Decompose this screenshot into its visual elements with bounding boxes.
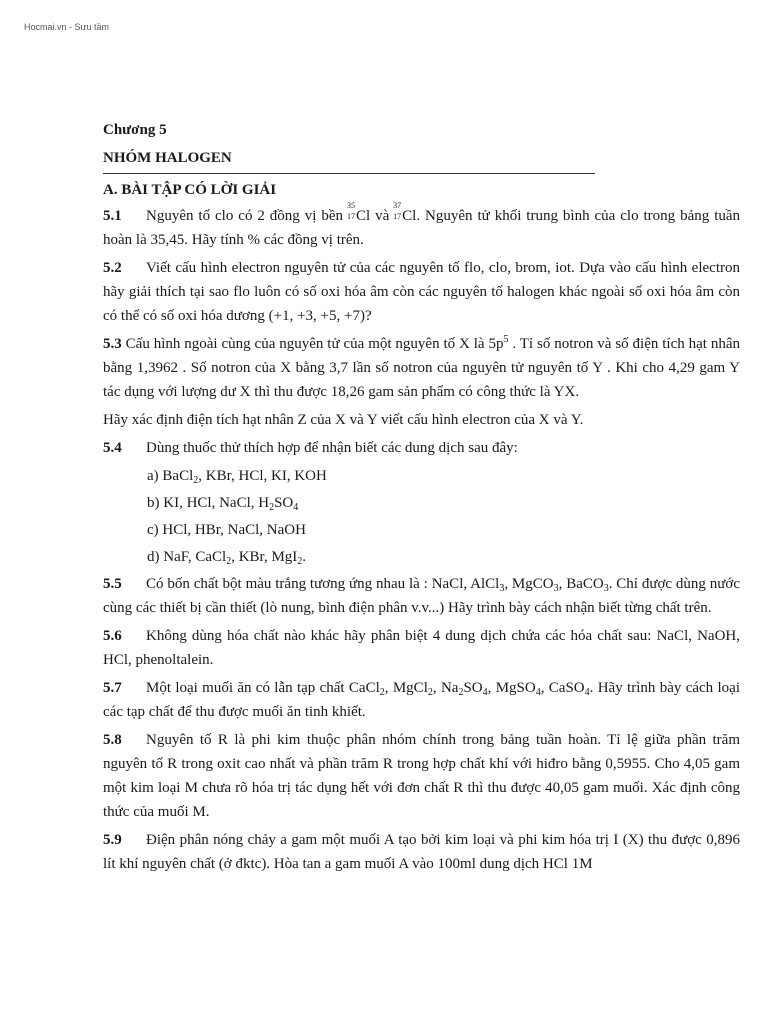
exercise-number: 5.6 [103, 628, 122, 644]
section-title: A. BÀI TẬP CÓ LỜI GIẢI [103, 182, 277, 198]
exercise-text: Không dùng hóa chất nào khác hãy phân biệt 4 dung dịch chứa các hóa chất sau: NaCl, NaOH, HCl, phenoltalein. [103, 628, 740, 668]
exercise-number: 5.1 [103, 208, 122, 224]
exercise-5-8 [103, 728, 740, 824]
exercise-text: Viết cấu hình electron nguyên tử của các nguyên tố flo, clo, brom, iot. Dựa vào cấu hình electron hãy giải thích tại sao flo luôn có số oxi hóa âm còn các nguyên tố halogen khác ngoài số oxi hóa âm còn có thể có số oxi hóa dương (+1, +3, +5, +7)? [103, 260, 740, 324]
exercise-number: 5.3 [103, 336, 122, 352]
chapter-title: NHÓM HALOGEN [103, 146, 595, 174]
option-c: c) HCl, HBr, NaCl, NaOH [147, 522, 306, 538]
exercise-text: Dùng thuốc thử thích hợp để nhận biết các dung dịch sau đây: [146, 440, 518, 456]
exercise-5-6 [103, 624, 740, 672]
exercise-text: Điện phân nóng chảy a gam một muối A tạo bởi kim loại và phi kim hóa trị I (X) thu được 0,896 lít khí nguyên chất (ở đktc). Hòa tan a gam muối A vào 100ml dung dịch HCl 1M [103, 832, 740, 872]
exercise-5-4 [103, 436, 740, 460]
exercise-number: 5.9 [103, 832, 122, 848]
exercise-5-7: 5.7 Một loại muối ăn có lẫn tạp chất CaCl$_2$, MgCl$_2$, $Na_2SO_4$, MgSO$_4$, CaSO$_4$. Hãy trình bày cách loại các tạp chất để thu được muối ăn tinh khiết. [103, 676, 740, 724]
exercise-number: 5.7 [103, 680, 122, 696]
exercise-5-2 [103, 256, 740, 328]
document-body [103, 118, 740, 880]
isotope-cl37: 37 17 Cl. [393, 201, 421, 224]
exercise-number: 5.8 [103, 732, 122, 748]
exercise-number: 5.2 [103, 260, 122, 276]
exercise-5-9 [103, 828, 740, 876]
option-d: d) NaF, CaCl$_2$, KBr, MgI$_2$. [147, 549, 307, 567]
source-note: Hocmai.vn - Sưu tầm [24, 22, 110, 32]
isotope-cl35: 35 17 Cl [346, 201, 371, 224]
exercise-text: Nguyên tố clo có 2 đồng vị bền [146, 208, 343, 224]
exercise-text: Nguyên tố R là phi kim thuộc phân nhóm chính trong bảng tuần hoàn. Tỉ lệ giữa phần trăm nguyên tố R trong oxit cao nhất và phần trăm R trong hợp chất khí với hiđro bằng 0,5955. Cho 4,05 gam một kim loại M chưa rõ hóa trị tác dụng hết với đơn chất R thì thu được 40,05 gam muối. Xác định công thức của muối M. [103, 732, 740, 820]
chapter-label: Chương 5 [103, 122, 167, 138]
exercise-number: 5.5 [103, 576, 122, 592]
exercise-5-3-question: Hãy xác định điện tích hạt nhân Z của X và Y viết cấu hình electron của X và Y. [103, 412, 584, 428]
option-b: b) KI, HCl, NaCl, $H_2SO_4$ [147, 495, 299, 513]
option-a: a) BaCl$_2$, KBr, HCl, KI, KOH [147, 468, 327, 486]
exercise-5-5: 5.5 Có bốn chất bột màu trắng tương ứng nhau là : NaCl, AlCl$_3$, MgCO$_3$, BaCO$_3$. Chỉ được dùng nước cùng các thiết bị cần thiết (lò nung, bình điện phân v.v...) Hãy trình bày cách nhận biết từng chất trên. [103, 572, 740, 620]
exercise-5-1: 5.1 Nguyên tố clo có 2 đồng vị bền 35 17 Cl và 37 17 Cl. Nguyên tử khối trung bình của clo trong bảng tuần hoàn là 35,45. Hãy tính % các đồng vị trên. [103, 201, 741, 248]
exercise-5-3: 5.3 Cấu hình ngoài cùng của nguyên tử của một nguyên tố X là $5p^5$ . Tỉ số notron và số điện tích hạt nhân bằng 1,3962 . Số notron của X bằng 3,7 lần số notron của nguyên tử nguyên tố Y . Khi cho 4,29 gam Y tác dụng với lượng dư X thì thu được 18,26 gam sản phẩm có công thức là YX. [103, 334, 741, 400]
exercise-number: 5.4 [103, 440, 122, 456]
